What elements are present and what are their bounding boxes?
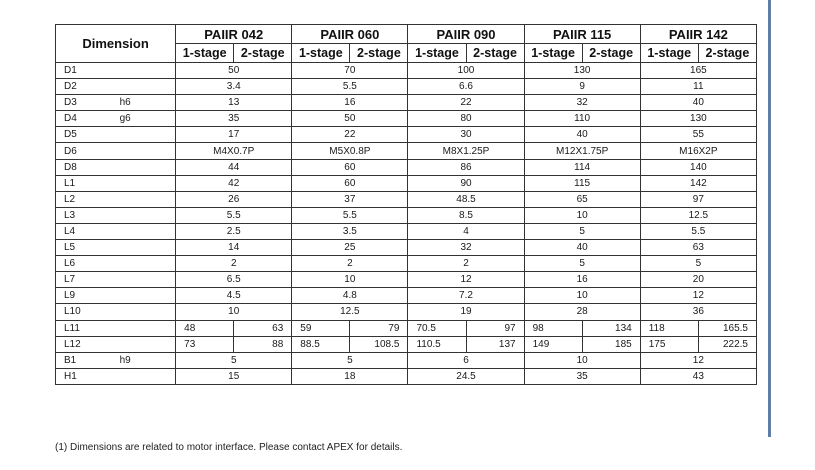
value-cell: 8.5 [408, 207, 524, 223]
value-cell: 10 [524, 288, 640, 304]
value-cell: 2 [176, 256, 292, 272]
value-cell: 10 [292, 272, 408, 288]
value-cell: 222.5 [698, 336, 756, 352]
value-cell: 5 [524, 256, 640, 272]
stage-header: 2-stage [698, 44, 756, 63]
dimension-name: L1 [56, 175, 116, 191]
value-cell: 165.5 [698, 320, 756, 336]
value-cell: 5.5 [640, 223, 756, 239]
value-cell: 36 [640, 304, 756, 320]
value-cell: 32 [524, 95, 640, 111]
value-cell: 70 [292, 63, 408, 79]
value-cell: 40 [524, 127, 640, 143]
value-cell: M4X0.7P [176, 143, 292, 159]
value-cell: 48.5 [408, 191, 524, 207]
value-cell: 15 [176, 368, 292, 384]
value-cell: 2 [408, 256, 524, 272]
value-cell: 10 [176, 304, 292, 320]
value-cell: 90 [408, 175, 524, 191]
value-cell: 130 [524, 63, 640, 79]
value-cell: 35 [524, 368, 640, 384]
value-cell: 40 [640, 95, 756, 111]
stage-header: 1-stage [640, 44, 698, 63]
value-cell: 12.5 [292, 304, 408, 320]
value-cell: 2.5 [176, 223, 292, 239]
value-cell: 115 [524, 175, 640, 191]
dimension-name: D2 [56, 79, 116, 95]
table-row [56, 111, 757, 127]
table-row [56, 207, 757, 223]
value-cell: 130 [640, 111, 756, 127]
value-cell: 35 [176, 111, 292, 127]
value-cell: 110.5 [408, 336, 466, 352]
value-cell: 12.5 [640, 207, 756, 223]
table-row [56, 191, 757, 207]
model-header: PAIIR 142 [640, 25, 756, 44]
value-cell: 110 [524, 111, 640, 127]
value-cell: 100 [408, 63, 524, 79]
stage-header: 1-stage [408, 44, 466, 63]
value-cell: 3.5 [292, 223, 408, 239]
tolerance-class [116, 175, 176, 191]
table-row [56, 352, 757, 368]
value-cell: 97 [640, 191, 756, 207]
dimension-name: L11 [56, 320, 116, 336]
stage-header: 1-stage [292, 44, 350, 63]
model-header-row [56, 25, 757, 44]
value-cell: 22 [408, 95, 524, 111]
tolerance-class [116, 191, 176, 207]
dimension-header: Dimension [56, 25, 176, 63]
value-cell: 16 [524, 272, 640, 288]
value-cell: 6 [408, 352, 524, 368]
value-cell: 3.4 [176, 79, 292, 95]
dimension-name: L7 [56, 272, 116, 288]
value-cell: 25 [292, 240, 408, 256]
dimension-name: L6 [56, 256, 116, 272]
value-cell: 142 [640, 175, 756, 191]
value-cell: 2 [292, 256, 408, 272]
tolerance-class [116, 159, 176, 175]
value-cell: 79 [350, 320, 408, 336]
dimension-name: H1 [56, 368, 116, 384]
value-cell: 140 [640, 159, 756, 175]
value-cell: 114 [524, 159, 640, 175]
value-cell: 6.6 [408, 79, 524, 95]
value-cell: 42 [176, 175, 292, 191]
table-row [56, 127, 757, 143]
stage-header: 1-stage [176, 44, 234, 63]
value-cell: 6.5 [176, 272, 292, 288]
dimension-name: L3 [56, 207, 116, 223]
value-cell: 63 [234, 320, 292, 336]
dimension-name: B1 [56, 352, 116, 368]
table-body [56, 63, 757, 385]
tolerance-class [116, 288, 176, 304]
value-cell: 80 [408, 111, 524, 127]
table-row [56, 336, 757, 352]
value-cell: 37 [292, 191, 408, 207]
value-cell: 73 [176, 336, 234, 352]
value-cell: 18 [292, 368, 408, 384]
value-cell: 86 [408, 159, 524, 175]
model-header: PAIIR 090 [408, 25, 524, 44]
value-cell: 43 [640, 368, 756, 384]
page-edge-rule [768, 0, 771, 437]
value-cell: 59 [292, 320, 350, 336]
value-cell: 134 [582, 320, 640, 336]
value-cell: 5.5 [292, 207, 408, 223]
table-row [56, 368, 757, 384]
value-cell: 165 [640, 63, 756, 79]
table-row [56, 175, 757, 191]
value-cell: 175 [640, 336, 698, 352]
table-row [56, 63, 757, 79]
dimension-name: L10 [56, 304, 116, 320]
value-cell: 12 [640, 352, 756, 368]
tolerance-class [116, 79, 176, 95]
tolerance-class: g6 [116, 111, 176, 127]
value-cell: 60 [292, 159, 408, 175]
tolerance-class [116, 272, 176, 288]
stage-header: 2-stage [350, 44, 408, 63]
model-header: PAIIR 042 [176, 25, 292, 44]
value-cell: 137 [466, 336, 524, 352]
dimension-name: D5 [56, 127, 116, 143]
tolerance-class [116, 240, 176, 256]
stage-header: 2-stage [466, 44, 524, 63]
table-row [56, 256, 757, 272]
dimension-name: D4 [56, 111, 116, 127]
value-cell: 4.8 [292, 288, 408, 304]
dimension-name: D3 [56, 95, 116, 111]
footnote: (1) Dimensions are related to motor interface. Please contact APEX for details. [55, 442, 403, 453]
dimension-name: D1 [56, 63, 116, 79]
value-cell: 5.5 [176, 207, 292, 223]
value-cell: 10 [524, 207, 640, 223]
tolerance-class [116, 320, 176, 336]
table-row [56, 288, 757, 304]
table-row [56, 320, 757, 336]
tolerance-class: h6 [116, 95, 176, 111]
dimension-name: L5 [56, 240, 116, 256]
value-cell: 19 [408, 304, 524, 320]
value-cell: 10 [524, 352, 640, 368]
table-header [56, 25, 757, 63]
value-cell: 50 [176, 63, 292, 79]
table-row [56, 159, 757, 175]
value-cell: 97 [466, 320, 524, 336]
value-cell: 65 [524, 191, 640, 207]
stage-header: 2-stage [582, 44, 640, 63]
value-cell: 55 [640, 127, 756, 143]
table-row [56, 79, 757, 95]
value-cell: 24.5 [408, 368, 524, 384]
value-cell: 17 [176, 127, 292, 143]
value-cell: 50 [292, 111, 408, 127]
tolerance-class [116, 143, 176, 159]
dimension-name: L12 [56, 336, 116, 352]
table-row [56, 272, 757, 288]
table-row [56, 143, 757, 159]
value-cell: 5 [292, 352, 408, 368]
value-cell: 63 [640, 240, 756, 256]
tolerance-class [116, 63, 176, 79]
value-cell: 26 [176, 191, 292, 207]
value-cell: 11 [640, 79, 756, 95]
value-cell: 12 [640, 288, 756, 304]
model-header: PAIIR 060 [292, 25, 408, 44]
table-row [56, 240, 757, 256]
value-cell: 12 [408, 272, 524, 288]
dimension-name: L2 [56, 191, 116, 207]
dimension-name: D8 [56, 159, 116, 175]
value-cell: 5.5 [292, 79, 408, 95]
stage-header: 2-stage [234, 44, 292, 63]
table-row [56, 304, 757, 320]
table-row [56, 95, 757, 111]
value-cell: 40 [524, 240, 640, 256]
dimension-name: D6 [56, 143, 116, 159]
value-cell: 60 [292, 175, 408, 191]
tolerance-class [116, 256, 176, 272]
value-cell: M12X1.75P [524, 143, 640, 159]
tolerance-class [116, 207, 176, 223]
value-cell: 7.2 [408, 288, 524, 304]
value-cell: 118 [640, 320, 698, 336]
value-cell: 5 [524, 223, 640, 239]
value-cell: 149 [524, 336, 582, 352]
value-cell: 28 [524, 304, 640, 320]
tolerance-class [116, 368, 176, 384]
dimension-name: L9 [56, 288, 116, 304]
tolerance-class [116, 336, 176, 352]
value-cell: 185 [582, 336, 640, 352]
value-cell: 5 [176, 352, 292, 368]
value-cell: 9 [524, 79, 640, 95]
tolerance-class [116, 223, 176, 239]
table-row [56, 223, 757, 239]
value-cell: 22 [292, 127, 408, 143]
value-cell: M8X1.25P [408, 143, 524, 159]
value-cell: 88.5 [292, 336, 350, 352]
value-cell: 13 [176, 95, 292, 111]
value-cell: 4.5 [176, 288, 292, 304]
value-cell: 44 [176, 159, 292, 175]
model-header: PAIIR 115 [524, 25, 640, 44]
value-cell: 16 [292, 95, 408, 111]
stage-header: 1-stage [524, 44, 582, 63]
value-cell: 14 [176, 240, 292, 256]
tolerance-class [116, 127, 176, 143]
value-cell: 5 [640, 256, 756, 272]
value-cell: 32 [408, 240, 524, 256]
dimension-name: L4 [56, 223, 116, 239]
value-cell: M16X2P [640, 143, 756, 159]
dimension-table [55, 24, 757, 385]
value-cell: 88 [234, 336, 292, 352]
tolerance-class [116, 304, 176, 320]
value-cell: 4 [408, 223, 524, 239]
value-cell: 30 [408, 127, 524, 143]
value-cell: 70.5 [408, 320, 466, 336]
value-cell: 98 [524, 320, 582, 336]
value-cell: 108.5 [350, 336, 408, 352]
tolerance-class: h9 [116, 352, 176, 368]
value-cell: 20 [640, 272, 756, 288]
value-cell: M5X0.8P [292, 143, 408, 159]
value-cell: 48 [176, 320, 234, 336]
